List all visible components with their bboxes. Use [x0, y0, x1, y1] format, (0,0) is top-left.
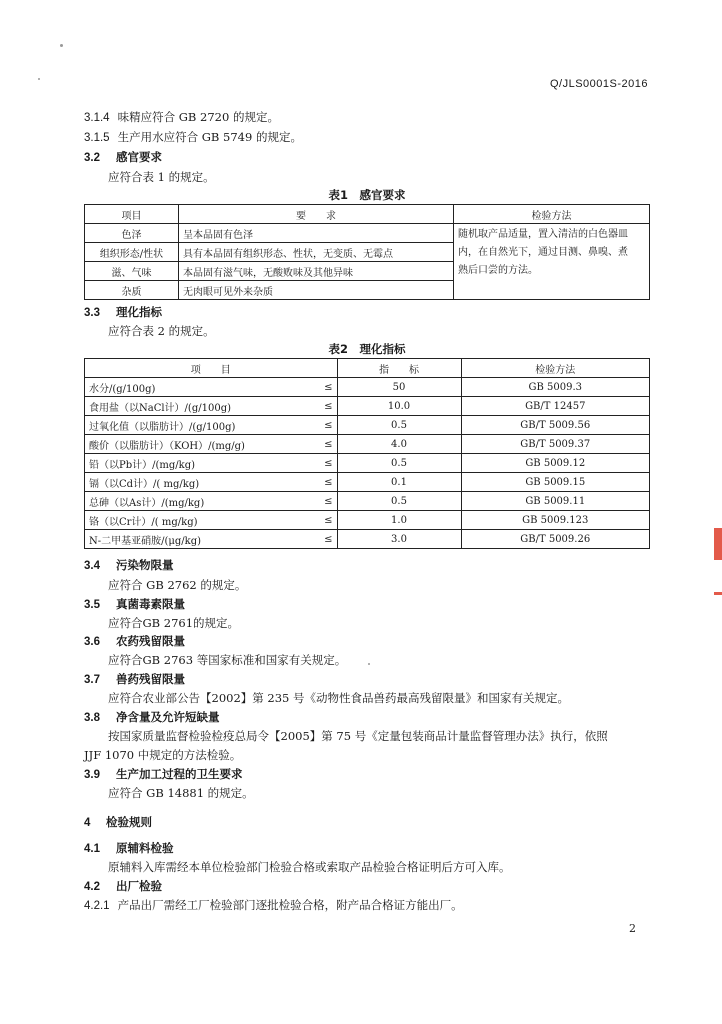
heading-3-2	[84, 149, 162, 165]
heading-title: 理化指标	[116, 305, 162, 319]
sign-cell: ≤	[305, 435, 338, 454]
value-cell: 0.1	[337, 473, 461, 492]
table-header-cell: 要 求	[179, 205, 454, 224]
sensory-requirements-table	[84, 204, 650, 300]
heading-3-5	[84, 596, 185, 612]
table-row	[85, 454, 650, 473]
requirement-cell: 本品固有滋气味，无酸败味及其他异味	[179, 262, 454, 281]
sign-cell: ≤	[305, 492, 338, 511]
heading-number: 4.1	[84, 843, 100, 855]
heading-title: 出厂检验	[116, 879, 162, 893]
table1-caption: 表1 感官要求	[328, 188, 406, 202]
heading-number: 3.2	[84, 152, 100, 164]
method-line: 熟后口尝的方法。	[458, 265, 538, 276]
red-seal-mark	[714, 592, 722, 595]
table-header-cell: 检验方法	[454, 205, 650, 224]
sign-cell: ≤	[305, 511, 338, 530]
table-row	[85, 435, 650, 454]
physicochemical-indicators-table	[84, 358, 650, 549]
method-cell: GB/T 5009.37	[461, 435, 650, 454]
heading-number: 3.5	[84, 599, 100, 611]
table-row	[85, 397, 650, 416]
body-3-5: 应符合GB 2761的规定。	[108, 616, 240, 630]
body-3-7: 应符合农业部公告【2002】第 235 号《动物性食品兽药最高残留限量》和国家有关规定。	[108, 691, 570, 705]
sign-cell: ≤	[305, 416, 338, 435]
body-3-6: 应符合GB 2763 等国家标准和国家有关规定。	[108, 653, 347, 667]
scan-speck	[38, 78, 40, 80]
clause-3-1-5	[84, 129, 302, 145]
item-cell: 过氧化值（以脂肪计）/(g/100g)	[85, 416, 305, 435]
item-cell: 色泽	[85, 224, 179, 243]
requirement-cell: 无肉眼可见外来杂质	[179, 281, 454, 300]
heading-title: 兽药残留限量	[116, 672, 185, 686]
heading-number: 4.2	[84, 881, 100, 893]
table-header-cell: 指 标	[337, 359, 461, 378]
sign-cell: ≤	[305, 473, 338, 492]
heading-title: 农药残留限量	[116, 634, 185, 648]
item-cell: 镉（以Cd计）/( mg/kg)	[85, 473, 305, 492]
item-cell: 食用盐（以NaCl计）/(g/100g)	[85, 397, 305, 416]
clause-text: 味精应符合 GB 2720 的规定。	[117, 110, 279, 124]
heading-title: 污染物限量	[116, 558, 174, 572]
heading-3-9	[84, 766, 243, 782]
table-row	[85, 530, 650, 549]
method-cell: GB/T 12457	[461, 397, 650, 416]
method-line: 内，在自然光下，通过目测、鼻嗅、煮	[458, 247, 628, 258]
table2-caption: 表2 理化指标	[328, 342, 406, 356]
heading-title: 生产加工过程的卫生要求	[116, 767, 243, 781]
value-cell: 50	[337, 378, 461, 397]
item-cell: 水分/(g/100g)	[85, 378, 305, 397]
heading-title: 感官要求	[116, 150, 162, 164]
red-seal-edge	[714, 528, 722, 560]
item-cell: 滋、气味	[85, 262, 179, 281]
table-row	[85, 416, 650, 435]
heading-number: 3.4	[84, 560, 100, 572]
body-3-2: 应符合表 1 的规定。	[108, 170, 215, 184]
sign-cell: ≤	[305, 530, 338, 549]
method-cell: GB/T 5009.26	[461, 530, 650, 549]
value-cell: 0.5	[337, 454, 461, 473]
method-cell: GB 5009.12	[461, 454, 650, 473]
heading-title: 原辅料检验	[116, 841, 174, 855]
table-row	[85, 492, 650, 511]
page-number: 2	[629, 922, 636, 935]
requirement-cell: 呈本品固有色泽	[179, 224, 454, 243]
sign-cell: ≤	[305, 454, 338, 473]
heading-3-6	[84, 633, 185, 649]
clause-3-1-4	[84, 109, 279, 125]
method-cell: GB 5009.3	[461, 378, 650, 397]
body-3-8-line1: 按国家质量监督检验检疫总局令【2005】第 75 号《定量包装商品计量监督管理办法》执行，依照	[108, 729, 608, 743]
heading-3-4	[84, 557, 174, 573]
clause-number: 3.1.5	[84, 132, 110, 144]
table-row	[85, 473, 650, 492]
heading-number: 3.3	[84, 307, 100, 319]
table-row	[85, 511, 650, 530]
scan-speck	[60, 44, 63, 47]
method-line: 随机取产品适量，置入清洁的白色器皿	[458, 229, 628, 240]
clause-number: 4.2.1	[84, 900, 110, 912]
item-cell: 总砷（以As计）/(mg/kg)	[85, 492, 305, 511]
heading-number: 3.7	[84, 674, 100, 686]
clause-text: 生产用水应符合 GB 5749 的规定。	[117, 130, 302, 144]
value-cell: 0.5	[337, 416, 461, 435]
method-cell: GB 5009.123	[461, 511, 650, 530]
heading-4	[84, 814, 152, 830]
body-4-1: 原辅料入库需经本单位检验部门检验合格或索取产品检验合格证明后方可入库。	[108, 860, 511, 874]
document-code: Q/JLS0001S-2016	[549, 78, 648, 90]
table-header-cell: 项 目	[85, 359, 338, 378]
table-header-row	[85, 359, 650, 378]
heading-number: 3.9	[84, 769, 100, 781]
value-cell: 4.0	[337, 435, 461, 454]
heading-3-7	[84, 671, 185, 687]
heading-4-2	[84, 878, 162, 894]
method-cell: GB 5009.15	[461, 473, 650, 492]
clause-4-2-1	[84, 897, 463, 913]
clause-number: 3.1.4	[84, 112, 110, 124]
scan-speck	[368, 663, 370, 665]
heading-title: 净含量及允许短缺量	[116, 710, 220, 724]
table-header-row	[85, 205, 650, 224]
heading-number: 3.6	[84, 636, 100, 648]
item-cell: 组织形态/性状	[85, 243, 179, 262]
method-cell: GB 5009.11	[461, 492, 650, 511]
sign-cell: ≤	[305, 397, 338, 416]
inspection-method-cell	[454, 224, 650, 300]
table-header-cell: 项目	[85, 205, 179, 224]
heading-number: 4	[84, 817, 91, 829]
item-cell: N-二甲基亚硝胺/(μg/kg)	[85, 530, 305, 549]
body-3-9: 应符合 GB 14881 的规定。	[108, 786, 254, 800]
heading-4-1	[84, 840, 174, 856]
item-cell: 铬（以Cr计）/( mg/kg)	[85, 511, 305, 530]
item-cell: 酸价（以脂肪计）（KOH）/(mg/g)	[85, 435, 305, 454]
value-cell: 1.0	[337, 511, 461, 530]
heading-title: 真菌毒素限量	[116, 597, 185, 611]
value-cell: 0.5	[337, 492, 461, 511]
table-row	[85, 378, 650, 397]
table-header-cell: 检验方法	[461, 359, 650, 378]
heading-number: 3.8	[84, 712, 100, 724]
method-cell: GB/T 5009.56	[461, 416, 650, 435]
item-cell: 铅（以Pb计）/(mg/kg)	[85, 454, 305, 473]
sign-cell: ≤	[305, 378, 338, 397]
value-cell: 10.0	[337, 397, 461, 416]
heading-3-8	[84, 709, 220, 725]
body-3-4: 应符合 GB 2762 的规定。	[108, 578, 247, 592]
value-cell: 3.0	[337, 530, 461, 549]
table-row	[85, 224, 650, 243]
heading-3-3	[84, 304, 162, 320]
body-3-3: 应符合表 2 的规定。	[108, 324, 215, 338]
body-3-8-line2: JJF 1070 中规定的方法检验。	[84, 748, 242, 762]
heading-title: 检验规则	[106, 815, 152, 829]
item-cell: 杂质	[85, 281, 179, 300]
requirement-cell: 具有本品固有组织形态、性状，无变质、无霉点	[179, 243, 454, 262]
clause-text: 产品出厂需经工厂检验部门逐批检验合格，附产品合格证方能出厂。	[117, 898, 463, 912]
